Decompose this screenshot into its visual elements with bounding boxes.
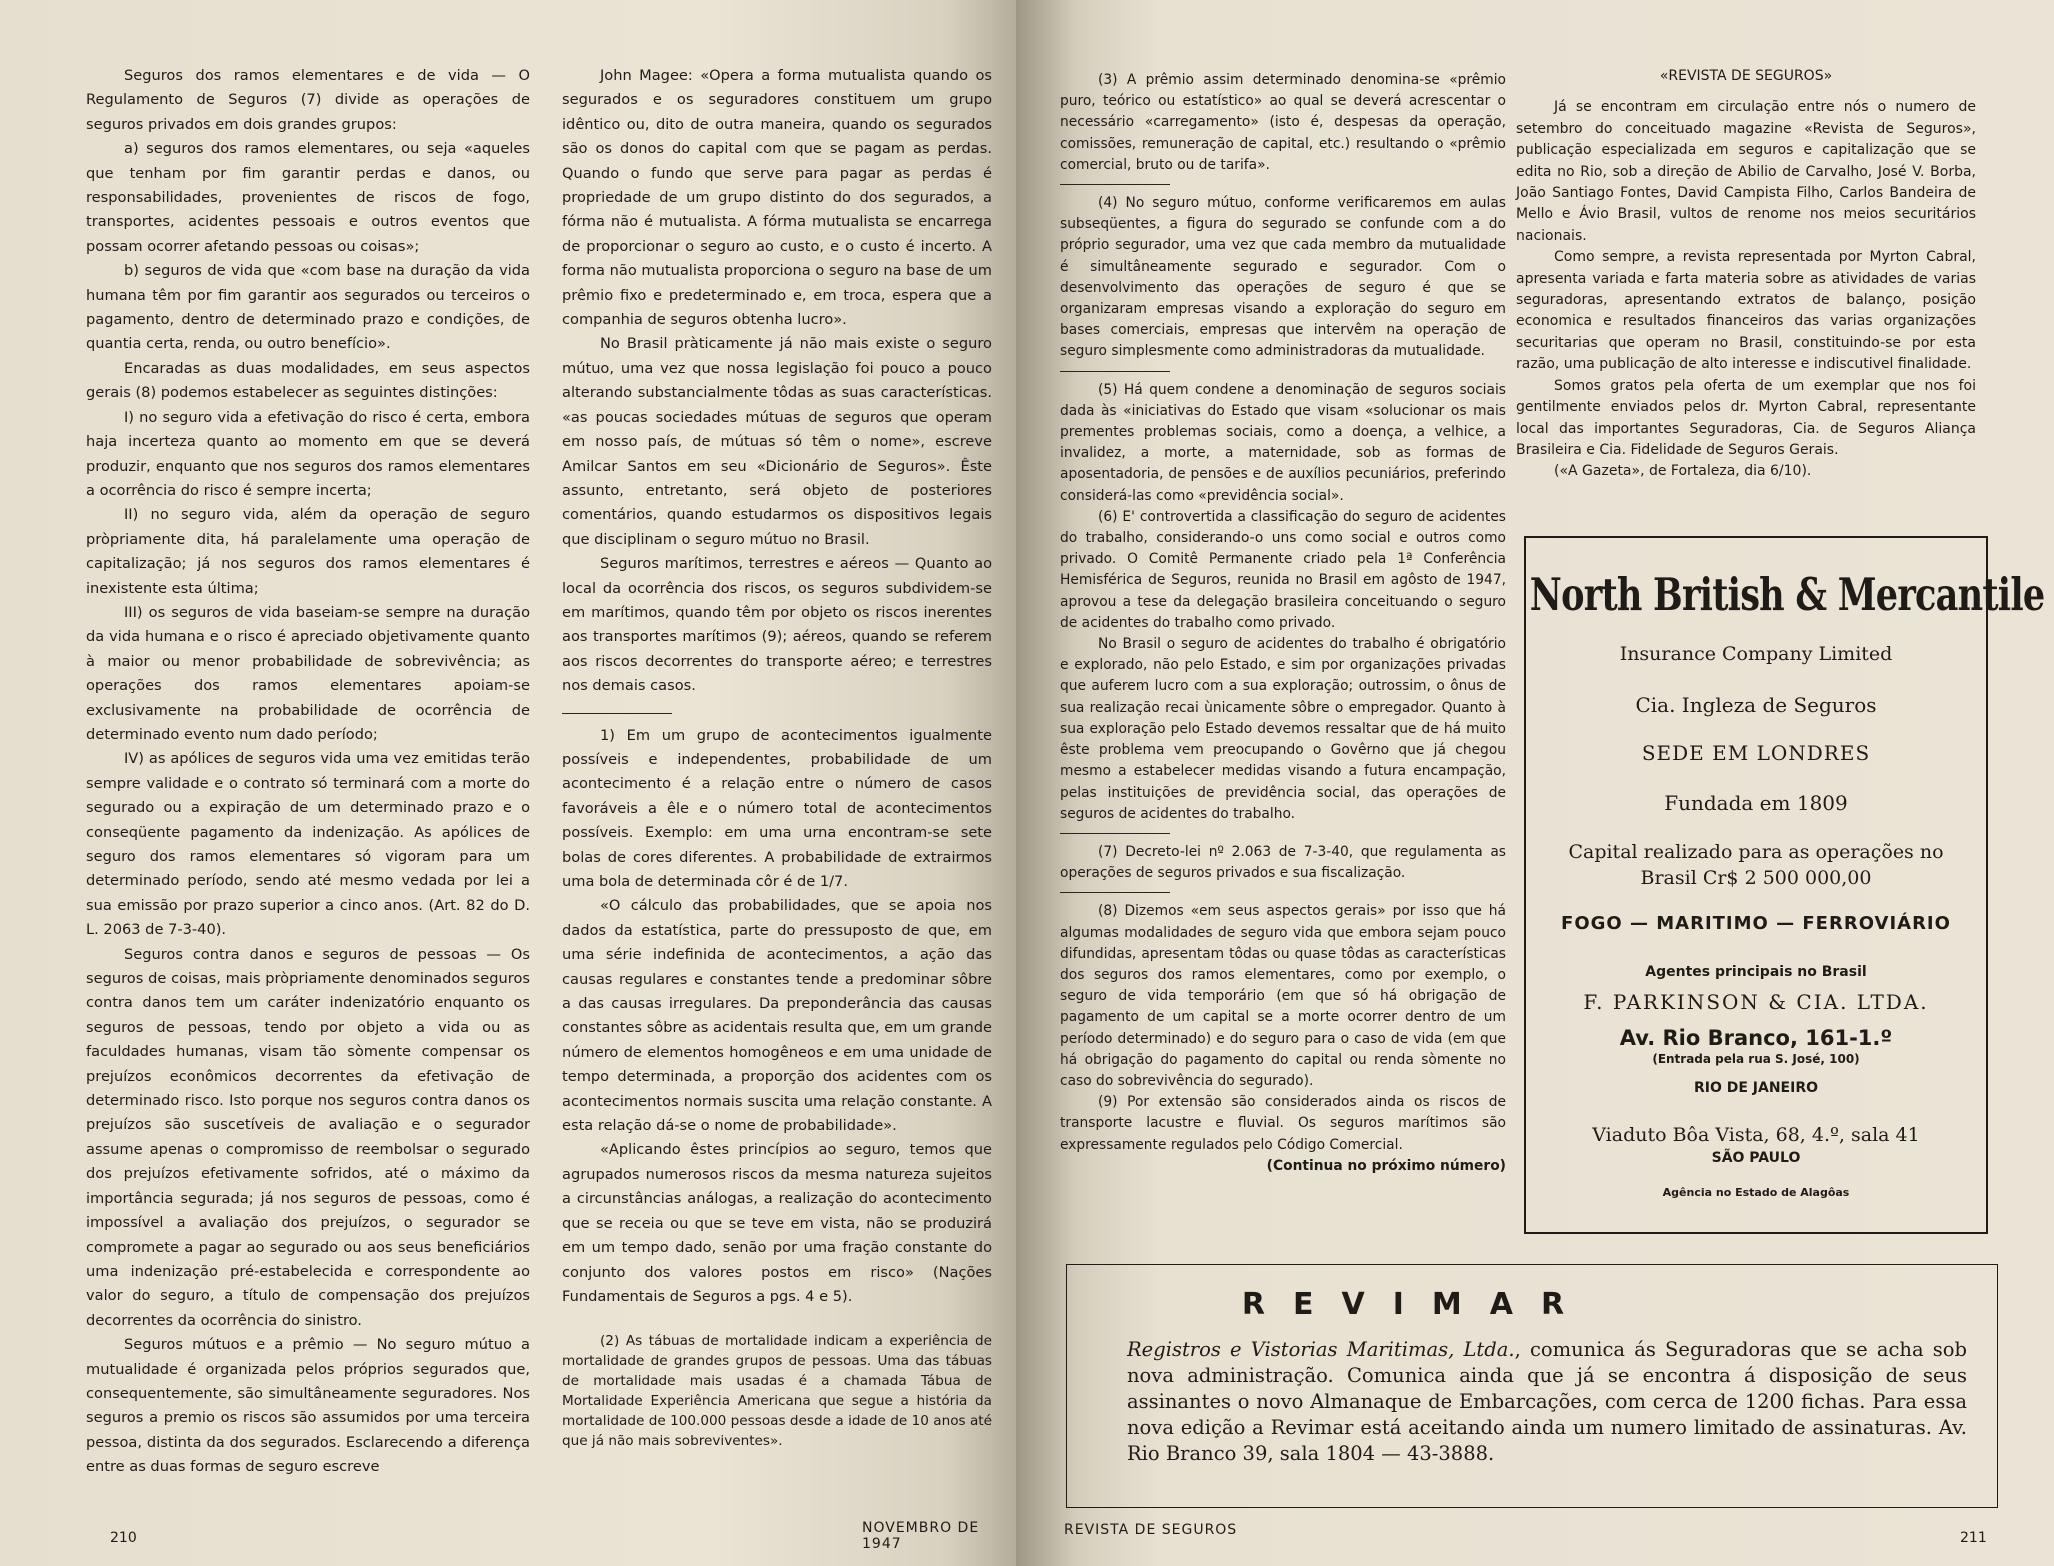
footnote-rule — [1060, 892, 1170, 893]
page-footer: NOVEMBRO DE 1947 — [862, 1520, 980, 1552]
footnote: (3) A prêmio assim determinado denomina-se «prêmio puro, teórico ou estatístico» ao qual se deverá acrescentar o necessário «carregamento» (isto é, despesas da operação, comissões, remuneração de capital, etc.) resultando o «prêmio comercial, bruto ou de tarifa». — [1060, 72, 1506, 173]
right-page — [1016, 0, 2054, 1566]
revista-heading: «REVISTA DE SEGUROS» — [1659, 68, 1833, 84]
left-column-2 — [562, 64, 992, 1451]
footnote: No Brasil o seguro de acidentes do trabalho é obrigatório e explorado, não pelo Estado, e sim por organizações privadas que auferem lucro com a sua exploração; outrossim, o ônus de sua realização recai ùnicamente sôbre o empregador. Quanto à sua exploração pelo Estado devemos ressaltar que de há muito êste problema vem preocupando o Govêrno que já chegou mesmo a estabelecer medidas visando a futura encampação, pelas instituições de previdência social, das operações de seguros de acidentes do trabalho. — [1060, 636, 1506, 822]
page-number: 210 — [110, 1530, 137, 1546]
revimar-text-body: , comunica ás Seguradoras que se acha sob nova administração. Comunica ainda que já se encontra á disposição de seus assinantes o novo Almanaque de Embarcações, com cerca de 1200 fichas. Para essa nova edição a Revimar está aceitando ainda um numero limitado de assinaturas. Av. Rio Branco 39, sala 1804 — 43-3888. — [1127, 1338, 1967, 1465]
footnote: «O cálculo das probabilidades, que se apoia nos dados da estatística, parte do pressuposto de que, em uma série indefinida de acontecimentos, a ação das causas regulares e constantes tende a predominar sôbre a das causas irregulares. Da preponderância das causas constantes sôbre as acidentais resulta que, em um grande número de elementos homogêneos e em uma unidade de tempo determinada, a proporção dos acidentes com os acontecimentos normais suscita uma relação constante. A esta relação dá-se o nome de probabilidade». — [562, 897, 992, 1135]
ad-viaduto: Viaduto Bôa Vista, 68, 4.º, sala 41 — [1592, 1124, 1920, 1146]
footnote-rule — [562, 713, 672, 714]
ad-cidade: RIO DE JANEIRO — [1693, 1080, 1819, 1096]
revimar-text-italic: Registros e Vistorias Maritimas, Ltda. — [1127, 1338, 1515, 1361]
revimar-ad — [1066, 1264, 1998, 1508]
footnote: (4) No seguro mútuo, conforme verificaremos em aulas subseqüentes, a figura do segurado se confunde com a do próprio segurador, uma vez que cada membro da mutualidade é simultâneamente segurado e segurador. Com o desenvolvimento das operações de seguro é que se organizaram empresas visando a exploração do seguro em bases comerciais, empresas que intervêm na operação de seguro simplesmente como administradoras da mutualidade. — [1060, 195, 1506, 360]
paragraph: No Brasil pràticamente já não mais existe o seguro mútuo, uma vez que nossa legislação foi pouco a pouco alterando substancialmente tôdas as suas características. «as poucas sociedades mútuas de seguros que operam em nosso país, de mútuas só têm o nome», escreve Amilcar Santos em seu «Dicionário de Seguros». Êste assunto, entretanto, será objeto de posteriores comentários, quando estudarmos os dispositivos legais que disciplinam o seguro mútuo no Brasil. — [562, 335, 992, 548]
continua-note: (Continua no próximo número) — [1266, 1157, 1506, 1174]
ad-ramos: FOGO — MARITIMO — FERROVIÁRIO — [1561, 913, 1951, 934]
footnote-rule — [1060, 184, 1170, 185]
right-notes-column — [1060, 70, 1506, 1177]
left-column-1 — [86, 64, 530, 1480]
footnote-rule — [1060, 833, 1170, 834]
footnote: (9) Por extensão são considerados ainda os riscos de transporte lacustre e fluvial. Os seguros marítimos são expressamente regulados pelo Código Comercial. — [1060, 1094, 1506, 1153]
paragraph: Como sempre, a revista representada por Myrton Cabral, apresenta variada e farta materia sobre as atividades de varias seguradoras, apresentando extratos de balanço, posição economica e resultados financeiros das varias organizações securitarias que operam no Brasil, constituindo-se por esta razão, uma publicação de alto interesse e indiscutivel finalidade. — [1516, 249, 1976, 373]
paragraph: II) no seguro vida, além da operação de seguro pròpriamente dita, há paralelamente uma operação de capitalização; já nos seguros dos ramos elementares é inexistente esta última; — [86, 506, 530, 597]
revimar-text — [1127, 1337, 1967, 1467]
paragraph: a) seguros dos ramos elementares, ou seja «aqueles que tenham por fim garantir perdas e danos, ou responsabilidades, provenientes de riscos de fogo, transportes, acidentes pessoais e outros eventos que possam ocorrer afetando pessoas ou coisas»; — [86, 140, 530, 255]
footnote: (6) E' controvertida a classificação do seguro de acidentes do trabalho, considerando-o uns como social e outros como privado. O Comitê Permanente criado pela 1ª Conferência Hemisférica de Seguros, reunida no Brasil em agôsto de 1947, aprovou a tese da delegação brasileira conceituando o seguro de acidentes do trabalho como privado. — [1060, 508, 1506, 631]
revista-column — [1516, 66, 1976, 483]
page-number: 211 — [1960, 1530, 1987, 1546]
paragraph: John Magee: «Opera a forma mutualista quando os segurados e os seguradores constituem um grupo idêntico ou, dito de outra maneira, quando os segurados são os donos do capital com que se pagam as perdas. Quando o fundo que serve para pagar as perdas é propriedade de um grupo distinto do dos segurados, a fórma não é mutualista. A fórma mutualista se encarrega de proporcionar o seguro ao custo, e o custo é incerto. A forma não mutualista proporciona o seguro na base de um prêmio fixo e predeterminado e, em troca, espera que a companhia de seguros obtenha lucro». — [562, 67, 992, 329]
left-page — [0, 0, 1016, 1566]
paragraph: Somos gratos pela oferta de um exemplar que nos foi gentilmente enviados pelos dr. Myrton Cabral, representante local das importantes Seguradoras, Cia. de Seguros Aliança Brasileira e Cia. Fidelidade de Seguros Gerais. — [1516, 377, 1976, 458]
footnote: (7) Decreto-lei nº 2.063 de 7-3-40, que regulamenta as operações de seguros privados e sua fiscalização. — [1060, 843, 1506, 882]
revimar-title: REVIMAR — [1241, 1287, 1593, 1322]
ad-agencia: Agência no Estado de Alagôas — [1662, 1186, 1850, 1199]
footnote: (8) Dizemos «em seus aspectos gerais» por isso que há algumas modalidades de seguro vida que embora sejam pouco difundidas, apresentam tôdas ou quase tôdas as características dos seguros dos ramos elementares, como por exemplo, o seguro de vida temporário (em que só há obrigação de pagamento de um capital se a morte ocorrer dentro de um período determinado) e do seguro para o caso de vida (em que há obrigação do pagamento do capital ou renda sòmente no caso do sobrevivência do segurado). — [1060, 903, 1506, 1089]
footnote: (5) Há quem condene a denominação de seguros sociais dada às «iniciativas do Estado que visam «solucionar os mais prementes problemas sociais, como a doença, a velhice, a invalidez, a morte, a maternidade, sob as formas de aposentadoria, de pensões e de auxílios pecuniários, preferindo considerá-las como «previdência social». — [1060, 381, 1506, 504]
ad-company-name: North British & Mercantile — [1529, 568, 2045, 621]
ad-sede: SEDE EM LONDRES — [1641, 741, 1871, 765]
ad-agentes: Agentes principais no Brasil — [1645, 964, 1867, 980]
paragraph: Seguros marítimos, terrestres e aéreos — Quanto ao local da ocorrência dos riscos, os seguros subdividem-se em marítimos, quando têm por objeto os riscos inerentes aos transportes marítimos (9); aéreos, quando se referem aos riscos decorrentes do transporte aéreo; e terrestres nos demais casos. — [562, 555, 992, 695]
paragraph: Seguros mútuos e a prêmio — No seguro mútuo a mutualidade é organizada pelos próprios segurados que, consequentemente, são simultâneamente seguradores. Nos seguros a premio os riscos são assumidos por uma terceira pessoa, distinta da dos segurados. Esclarecendo a diferença entre as duas formas de seguro escreve — [86, 1336, 530, 1476]
ad-cidade: SÃO PAULO — [1711, 1150, 1801, 1166]
paragraph: b) seguros de vida que «com base na duração da vida humana têm por fim garantir aos segurados ou terceiros o pagamento, dentro de determinado prazo e condições, de quantia certa, renda, ou outro benefício». — [86, 262, 530, 353]
ad-endereco: Av. Rio Branco, 161-1.º — [1619, 1026, 1893, 1050]
paragraph: Já se encontram em circulação entre nós o numero de setembro do conceituado magazine «Revista de Seguros», publicação especializada em seguros e capitalização que se edita no Rio, sob a direção de Abilio de Carvalho, José V. Borba, João Santiago Fontes, David Campista Filho, Carlos Bandeira de Mello e Ávio Brasil, vultos de renome nos meios securitários nacionais. — [1516, 99, 1976, 244]
paragraph: («A Gazeta», de Fortaleza, dia 6/10). — [1554, 463, 1812, 480]
footnote: «Aplicando êstes princípios ao seguro, temos que agrupados numerosos riscos da mesma natureza sujeitos a circunstâncias análogas, a realização do acontecimento que se receia ou que se teve em vista, não se produzirá em um tempo dado, senão por uma fração constante do conjunto dos valores postos em risco» (Nações Fundamentais de Seguros a pgs. 4 e 5). — [562, 1141, 992, 1305]
ad-firma: F. PARKINSON & CIA. LTDA. — [1583, 990, 1929, 1014]
ad-fundada: Fundada em 1809 — [1664, 791, 1848, 815]
ad-subtitle: Cia. Ingleza de Seguros — [1635, 693, 1877, 717]
ad-entrada: (Entrada pela rua S. José, 100) — [1652, 1052, 1860, 1066]
ad-capital: Brasil Cr$ 2 500 000,00 — [1640, 867, 1872, 889]
page-footer: REVISTA DE SEGUROS — [1064, 1522, 1238, 1538]
ad-subtitle: Insurance Company Limited — [1619, 643, 1893, 665]
paragraph: Seguros dos ramos elementares e de vida — O Regulamento de Seguros (7) divide as operações de seguros privados em dois grandes grupos: — [86, 67, 530, 133]
footnote-rule — [1060, 371, 1170, 372]
paragraph: III) os seguros de vida baseiam-se sempre na duração da vida humana e o risco é apreciado objetivamente quanto à maior ou menor probabilidade de sobrevivência; as operações dos ramos elementares apoiam-se exclusivamente na probabilidade de ocorrência de determinado evento num dado período; — [86, 603, 530, 743]
paragraph: I) no seguro vida a efetivação do risco é certa, embora haja incerteza quanto ao momento em que se deverá produzir, enquanto que nos seguros dos ramos elementares a ocorrência do risco é sempre incerta; — [86, 408, 530, 499]
ad-capital: Capital realizado para as operações no — [1568, 841, 1944, 863]
paragraph: Seguros contra danos e seguros de pessoas — Os seguros de coisas, mais pròpriamente denominados seguros contra danos tem um caráter indenizatório enquanto os seguros de pessoas, tendo por objeto a vida ou as faculdades humanas, visam tão sòmente compensar os prejuízos econômicos decorrentes da efetivação de determinado risco. Isto porque nos seguros contra danos os prejuízos são suscetíveis de avaliação e o segurador assume apenas o compromisso de reembolsar o segurado dos prejuízos efetivamente sofridos, até o máximo da importância segurada; já nos seguros de pessoas, como é impossível a avaliação dos prejuízos, o segurador se compromete a pagar ao segurado ou aos seus beneficiários uma indenização pré-estabelecida e correspondente ao valor do seguro, a título de compensação dos prejuízos decorrentes da ocorrência do sinistro. — [86, 945, 530, 1329]
paragraph: Encaradas as duas modalidades, em seus aspectos gerais (8) podemos estabelecer as seguintes distinções: — [86, 359, 530, 402]
footnote: (2) As tábuas de mortalidade indicam a experiência de mortalidade de grandes grupos de pessoas. Uma das tábuas de mortalidade mais usadas é a chamada Tábua de Mortalidade Experiência Americana que segue a história da mortalidade de 100.000 pessoas desde a idade de 10 anos até que já não mais sobreviventes». — [562, 1333, 992, 1450]
north-british-ad — [1524, 536, 2045, 1234]
footnote: 1) Em um grupo de acontecimentos igualmente possíveis e independentes, probabilidade de um acontecimento é a relação entre o número de casos favoráveis a êle e o número total de acontecimentos possíveis. Exemplo: em uma urna encontram-se sete bolas de cores diferentes. A probabilidade de extrairmos uma bola de determinada côr é de 1/7. — [562, 726, 992, 890]
paragraph: IV) as apólices de seguros vida uma vez emitidas terão sempre validade e o contrato só terminará com a morte do segurado ou a expiração de um determinado prazo e o conseqüente pagamento da indenização. As apólices de seguro dos ramos elementares só vigoram para um determinado período, sendo até mesmo vedada por lei a sua emissão por prazo superior a cinco anos. (Art. 82 do D. L. 2063 de 7-3-40). — [86, 750, 530, 939]
